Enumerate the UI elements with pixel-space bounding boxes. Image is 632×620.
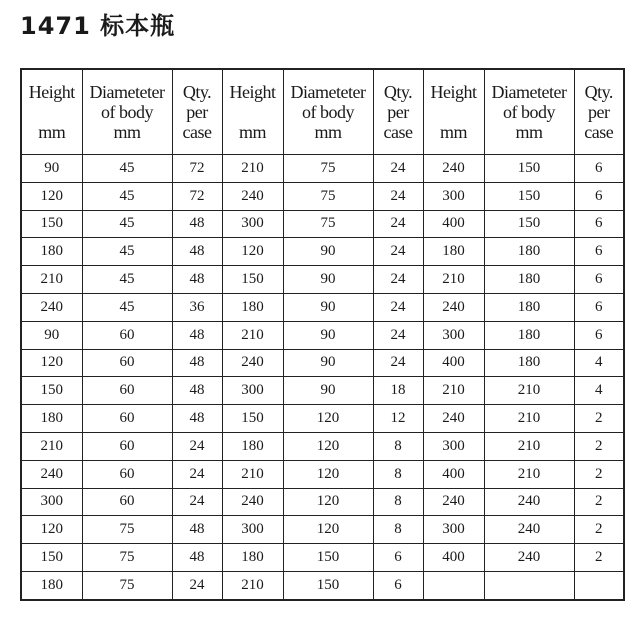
table-cell: 240: [222, 488, 283, 516]
table-cell: 180: [222, 432, 283, 460]
header-line: Qty.: [182, 82, 212, 102]
header-line: case: [182, 122, 212, 142]
table-cell: 120: [21, 516, 82, 544]
table-cell: 2: [574, 405, 624, 433]
table-cell: 6: [574, 155, 624, 183]
header-line: mm: [515, 122, 543, 142]
table-cell: 150: [222, 266, 283, 294]
table-row: [21, 544, 624, 572]
table-cell: 400: [423, 210, 484, 238]
column-header-diameter: [484, 69, 574, 155]
table-cell: 150: [484, 210, 574, 238]
table-cell: 240: [21, 293, 82, 321]
table-cell: 150: [283, 544, 373, 572]
table-cell: 210: [222, 321, 283, 349]
table-cell: 48: [172, 238, 222, 266]
table-body: [21, 155, 624, 600]
table-cell: 2: [574, 516, 624, 544]
table-cell: 240: [222, 349, 283, 377]
table-cell: 120: [222, 238, 283, 266]
table-cell: 120: [283, 488, 373, 516]
table-cell: 240: [222, 182, 283, 210]
table-cell: 60: [82, 488, 172, 516]
header-line: mm: [314, 122, 342, 142]
table-cell: 45: [82, 155, 172, 183]
table-cell: 150: [283, 571, 373, 599]
table-cell: 210: [21, 432, 82, 460]
table-cell: 90: [283, 266, 373, 294]
table-cell: 150: [21, 544, 82, 572]
column-header-qty: [574, 69, 624, 155]
table-cell: 24: [373, 182, 423, 210]
table-cell: 8: [373, 432, 423, 460]
table-cell: 6: [574, 238, 624, 266]
table-cell: 150: [222, 405, 283, 433]
table-cell: 240: [423, 293, 484, 321]
header-line: Height: [229, 82, 276, 102]
table-cell: 45: [82, 266, 172, 294]
table-cell: 24: [172, 432, 222, 460]
header-line: of body: [101, 102, 153, 122]
table-cell: 6: [373, 571, 423, 599]
specification-table: [20, 68, 625, 601]
table-cell: [423, 571, 484, 599]
table-cell: 210: [423, 377, 484, 405]
table-cell: 400: [423, 349, 484, 377]
table-cell: 4: [574, 377, 624, 405]
table-cell: 60: [82, 405, 172, 433]
table-cell: 400: [423, 460, 484, 488]
table-cell: 24: [373, 210, 423, 238]
header-line: mm: [238, 122, 266, 142]
column-header-height: [21, 69, 82, 155]
header-line: of body: [302, 102, 354, 122]
table-cell: 210: [21, 266, 82, 294]
table-cell: 6: [574, 293, 624, 321]
table-cell: 210: [222, 571, 283, 599]
table-cell: 120: [283, 516, 373, 544]
table-cell: 75: [283, 182, 373, 210]
table-cell: 24: [373, 266, 423, 294]
table-cell: 48: [172, 405, 222, 433]
table-cell: 300: [222, 377, 283, 405]
table-cell: [484, 571, 574, 599]
page-title: 1471 标本瓶: [20, 12, 176, 40]
table-cell: 72: [172, 182, 222, 210]
table-cell: 180: [423, 238, 484, 266]
header-line: Height: [430, 82, 477, 102]
table-row: [21, 405, 624, 433]
table-cell: 150: [21, 377, 82, 405]
table-row: [21, 571, 624, 599]
header-line: Height: [28, 82, 75, 102]
table-cell: 300: [222, 210, 283, 238]
table-cell: 210: [484, 377, 574, 405]
table-cell: 45: [82, 182, 172, 210]
table-cell: 45: [82, 210, 172, 238]
table-row: [21, 266, 624, 294]
table-cell: 240: [484, 488, 574, 516]
table-row: [21, 377, 624, 405]
table-cell: 72: [172, 155, 222, 183]
table-cell: 75: [82, 544, 172, 572]
table-cell: 90: [283, 238, 373, 266]
table-cell: 120: [283, 405, 373, 433]
table-cell: 90: [283, 349, 373, 377]
table-cell: 90: [283, 321, 373, 349]
table-cell: 300: [21, 488, 82, 516]
header-row: [21, 69, 624, 155]
table-row: [21, 210, 624, 238]
table-cell: 180: [484, 266, 574, 294]
header-line: of body: [503, 102, 555, 122]
table-cell: 120: [283, 432, 373, 460]
table-cell: 90: [283, 377, 373, 405]
table-cell: 210: [484, 432, 574, 460]
table-cell: 180: [222, 544, 283, 572]
column-header-qty: [373, 69, 423, 155]
table-cell: 300: [423, 516, 484, 544]
table-cell: 180: [21, 405, 82, 433]
table-cell: 120: [21, 182, 82, 210]
table-cell: 24: [373, 321, 423, 349]
table-cell: 240: [484, 516, 574, 544]
header-line: Diameteter: [89, 82, 165, 102]
table-row: [21, 182, 624, 210]
header-line: Diameteter: [290, 82, 366, 102]
table-cell: 75: [283, 155, 373, 183]
table-cell: 240: [423, 405, 484, 433]
table-cell: 180: [484, 349, 574, 377]
header-line: per: [186, 102, 208, 122]
table-cell: 2: [574, 488, 624, 516]
table-cell: 6: [574, 321, 624, 349]
column-header-height: [222, 69, 283, 155]
header-line: Qty.: [584, 82, 613, 102]
table-cell: 150: [21, 210, 82, 238]
header-line: per: [588, 102, 610, 122]
table-cell: 300: [423, 321, 484, 349]
header-line: Qty.: [383, 82, 413, 102]
table-cell: 48: [172, 544, 222, 572]
table-cell: 180: [21, 571, 82, 599]
table-cell: 180: [484, 293, 574, 321]
table-cell: 180: [484, 238, 574, 266]
table-cell: 24: [172, 488, 222, 516]
table-cell: 60: [82, 377, 172, 405]
table-cell: 45: [82, 238, 172, 266]
table-cell: 48: [172, 266, 222, 294]
header-line: mm: [38, 122, 66, 142]
table-cell: 24: [172, 460, 222, 488]
table-cell: 180: [21, 238, 82, 266]
table-cell: 210: [222, 155, 283, 183]
table-cell: 240: [423, 155, 484, 183]
table-cell: 300: [222, 516, 283, 544]
table-cell: 210: [484, 460, 574, 488]
table-cell: 36: [172, 293, 222, 321]
table-cell: 60: [82, 432, 172, 460]
table-cell: 75: [82, 571, 172, 599]
table-cell: 300: [423, 432, 484, 460]
table-row: [21, 432, 624, 460]
header-line: mm: [113, 122, 141, 142]
table-cell: 8: [373, 460, 423, 488]
table-cell: 6: [373, 544, 423, 572]
table-cell: 210: [222, 460, 283, 488]
table-row: [21, 460, 624, 488]
table-cell: 60: [82, 349, 172, 377]
table-cell: 150: [484, 155, 574, 183]
table-cell: 45: [82, 293, 172, 321]
table-row: [21, 516, 624, 544]
column-header-height: [423, 69, 484, 155]
table-cell: 2: [574, 460, 624, 488]
header-line: case: [383, 122, 413, 142]
table-cell: 2: [574, 432, 624, 460]
header-line: mm: [439, 122, 467, 142]
table-row: [21, 293, 624, 321]
table-cell: [574, 571, 624, 599]
table-cell: 120: [21, 349, 82, 377]
table-row: [21, 349, 624, 377]
table-cell: 2: [574, 544, 624, 572]
column-header-qty: [172, 69, 222, 155]
table-cell: 24: [373, 155, 423, 183]
table-cell: 24: [373, 293, 423, 321]
table-cell: 240: [423, 488, 484, 516]
table-cell: 48: [172, 210, 222, 238]
table-row: [21, 155, 624, 183]
table-cell: 240: [484, 544, 574, 572]
table-cell: 6: [574, 266, 624, 294]
table-cell: 180: [222, 293, 283, 321]
table-cell: 400: [423, 544, 484, 572]
table-cell: 90: [21, 321, 82, 349]
table-cell: 6: [574, 210, 624, 238]
table-cell: 60: [82, 321, 172, 349]
table-cell: 6: [574, 182, 624, 210]
table-cell: 210: [484, 405, 574, 433]
table-cell: 90: [283, 293, 373, 321]
header-line: Diameteter: [491, 82, 567, 102]
table-cell: 300: [423, 182, 484, 210]
table-cell: 8: [373, 488, 423, 516]
table-cell: 150: [484, 182, 574, 210]
table-row: [21, 238, 624, 266]
column-header-diameter: [82, 69, 172, 155]
table-cell: 24: [373, 349, 423, 377]
header-line: [223, 102, 283, 122]
table-cell: 18: [373, 377, 423, 405]
table-cell: 12: [373, 405, 423, 433]
table-cell: 24: [373, 238, 423, 266]
table-cell: 240: [21, 460, 82, 488]
table-cell: 48: [172, 349, 222, 377]
header-line: case: [584, 122, 614, 142]
table-cell: 75: [82, 516, 172, 544]
table-cell: 120: [283, 460, 373, 488]
header-line: per: [387, 102, 409, 122]
column-header-diameter: [283, 69, 373, 155]
header-line: [22, 102, 82, 122]
table-row: [21, 321, 624, 349]
table-cell: 8: [373, 516, 423, 544]
table-cell: 48: [172, 516, 222, 544]
table-cell: 48: [172, 321, 222, 349]
table-cell: 48: [172, 377, 222, 405]
table-row: [21, 488, 624, 516]
table-cell: 4: [574, 349, 624, 377]
table-cell: 60: [82, 460, 172, 488]
header-line: [424, 102, 484, 122]
table-cell: 90: [21, 155, 82, 183]
table-cell: 180: [484, 321, 574, 349]
table-cell: 210: [423, 266, 484, 294]
table-cell: 75: [283, 210, 373, 238]
table-cell: 24: [172, 571, 222, 599]
